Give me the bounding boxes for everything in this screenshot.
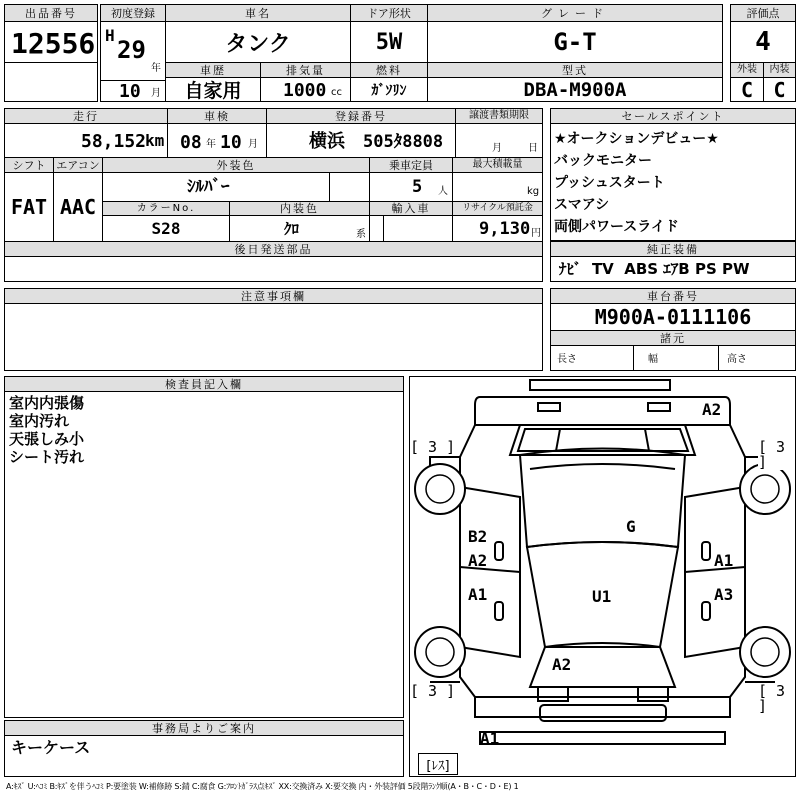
color-no: S28 bbox=[151, 219, 181, 238]
history-label: 車歴 bbox=[165, 62, 261, 78]
transfer-month-unit: 月 bbox=[492, 143, 502, 154]
rear-bumper bbox=[475, 397, 730, 425]
mileage: 58,152 bbox=[81, 131, 147, 152]
max-load-cell bbox=[452, 172, 543, 202]
inspection-year-unit: 年 bbox=[206, 139, 216, 150]
inspection-month-unit: 月 bbox=[248, 139, 258, 150]
fuel-cell bbox=[350, 77, 428, 102]
inspection-year: 08 bbox=[180, 132, 202, 153]
exterior-grade: C bbox=[740, 77, 754, 102]
equipment-list: ﾅﾋﾞ TV ABS ｴｱB PS PW bbox=[559, 260, 750, 278]
reg-year: 29 bbox=[117, 36, 146, 64]
transfer-deadline-cell bbox=[455, 123, 543, 158]
lot-number-cell bbox=[4, 21, 98, 63]
damage-diagram bbox=[409, 376, 796, 777]
capacity-cell bbox=[369, 172, 453, 202]
tire-rear-left-grade: [ 3 ] bbox=[410, 438, 456, 456]
car-name-cell bbox=[165, 21, 351, 63]
model-code: DBA-M900A bbox=[523, 78, 627, 101]
model-code-label: 型式 bbox=[427, 62, 723, 78]
spare-tire-box bbox=[418, 753, 458, 775]
tire-front-right-grade: [ 3 ] bbox=[758, 684, 795, 714]
mark-hood: G bbox=[626, 517, 636, 536]
import-label: 輸入車 bbox=[369, 201, 453, 216]
exterior-grade-label: 外装 bbox=[730, 62, 764, 78]
plate-label: 登録番号 bbox=[266, 108, 456, 124]
notes-cell bbox=[4, 303, 543, 371]
tire-rear-left bbox=[415, 464, 465, 514]
tire-front-right bbox=[740, 627, 790, 677]
reg-month-unit: 月 bbox=[151, 88, 161, 99]
capacity-label: 乗車定員 bbox=[369, 157, 453, 173]
width-label: 幅 bbox=[648, 354, 658, 365]
interior-grade-label: 内装 bbox=[763, 62, 796, 78]
recycle-fee: 9,130 bbox=[479, 219, 531, 239]
color-no-cell bbox=[102, 215, 230, 242]
transfer-deadline-label: 譲渡書類期限 bbox=[455, 108, 543, 124]
first-reg-label: 初度登録 bbox=[100, 4, 166, 22]
car-name: タンク bbox=[225, 31, 291, 57]
color-no-label: カラーNo. bbox=[102, 201, 230, 216]
lot-blank-cell bbox=[4, 62, 98, 102]
exterior-grade-cell bbox=[730, 77, 764, 102]
mark-right-front: A3 bbox=[714, 585, 734, 604]
office-note: キーケース bbox=[11, 738, 91, 757]
capacity-unit: 人 bbox=[438, 186, 448, 197]
import-cell-a bbox=[369, 215, 384, 242]
shift-cell bbox=[4, 172, 54, 242]
interior-color-label: 内装色 bbox=[229, 201, 370, 216]
shift-label: シフト bbox=[4, 157, 54, 173]
history: 自家用 bbox=[184, 80, 242, 102]
sales-point-1: ★オークションデビュー★ bbox=[554, 131, 719, 147]
interior-grade-cell bbox=[763, 77, 796, 102]
notes-label: 注意事項欄 bbox=[4, 288, 543, 304]
height-cell bbox=[718, 345, 796, 371]
displacement-cell bbox=[260, 77, 351, 102]
length-label: 長さ bbox=[557, 354, 577, 365]
inspector-note-1: 室内内張傷 bbox=[9, 394, 85, 412]
cc-unit: cc bbox=[331, 87, 342, 98]
front-bottom-bar bbox=[480, 732, 725, 744]
recycle-cell bbox=[452, 215, 543, 242]
tire-rear-right-grade: [ 3 ] bbox=[758, 440, 795, 470]
inspection-label: 車検 bbox=[167, 108, 267, 124]
car-name-label: 車名 bbox=[165, 4, 351, 22]
interior-color-unit: 系 bbox=[356, 229, 366, 240]
grade-cell bbox=[427, 21, 723, 63]
chassis-number: M900A-0111106 bbox=[594, 305, 752, 329]
door-type: 5W bbox=[375, 29, 403, 55]
mileage-unit: km bbox=[145, 131, 165, 150]
score-label: 評価点 bbox=[730, 4, 796, 22]
aircon: AAC bbox=[59, 195, 97, 219]
door-label: ドア形状 bbox=[350, 4, 428, 22]
equipment-label: 純正装備 bbox=[550, 241, 796, 257]
mileage-cell bbox=[4, 123, 168, 158]
lot-number: 12556 bbox=[11, 27, 96, 60]
fuel: ｶﾞｿﾘﾝ bbox=[371, 82, 407, 99]
interior-color-cell bbox=[229, 215, 370, 242]
displacement-label: 排気量 bbox=[260, 62, 351, 78]
interior-grade: C bbox=[773, 77, 786, 102]
mark-left-back2: A2 bbox=[468, 551, 488, 570]
chassis-cell bbox=[550, 303, 796, 331]
inspection-cell bbox=[167, 123, 267, 158]
tire-front-left-grade: [ 3 ] bbox=[410, 682, 456, 700]
inspector-note-3: 天張しみ小 bbox=[9, 430, 85, 448]
door-cell bbox=[350, 21, 428, 63]
mark-right-back: A1 bbox=[714, 551, 734, 570]
car-outline-diagram bbox=[410, 377, 795, 776]
score-cell bbox=[730, 21, 796, 63]
reg-month-cell bbox=[100, 80, 166, 102]
exterior-color: ｼﾙﾊﾞｰ bbox=[187, 177, 230, 197]
exterior-color-extra-cell bbox=[329, 172, 370, 202]
sales-points-label: セールスポイント bbox=[550, 108, 796, 124]
era: H bbox=[105, 26, 115, 45]
lot-number-label: 出品番号 bbox=[4, 4, 98, 22]
legend: A:ｷｽﾞ U:ﾍｺﾐ B:ｷｽﾞを伴うﾍｺﾐ P:要塗装 W:補修跡 S:錆 C:腐食 G:ﾌﾛﾝﾄｶﾞﾗｽ点ｷｽﾞ XX:交換済み X:要交換 内・外装評価 5段階ﾗﾝｸ順(A・B・C・D・E) 1 bbox=[6, 782, 519, 791]
capacity: 5 bbox=[412, 177, 423, 197]
later-parts-label: 後日発送部品 bbox=[4, 241, 543, 257]
body-outline bbox=[460, 425, 745, 697]
sales-point-4: スマアシ bbox=[554, 197, 610, 213]
inspector-notes-cell bbox=[4, 391, 404, 718]
grade: G-T bbox=[553, 28, 597, 56]
interior-color: ｸﾛ bbox=[284, 220, 300, 238]
mark-rear-roof: A2 bbox=[702, 400, 722, 419]
height-label: 高さ bbox=[727, 354, 747, 365]
mark-windshield: A2 bbox=[552, 655, 572, 674]
inspector-note-4: シート汚れ bbox=[9, 448, 85, 466]
displacement: 1000 bbox=[283, 80, 327, 101]
exterior-color-cell bbox=[102, 172, 330, 202]
sales-point-5: 両側パワースライド bbox=[554, 219, 679, 235]
plate-cell bbox=[266, 123, 456, 158]
score: 4 bbox=[755, 27, 771, 57]
shift: FAT bbox=[10, 195, 48, 219]
sales-points-cell bbox=[550, 123, 796, 241]
mileage-label: 走行 bbox=[4, 108, 168, 124]
chassis-label: 車台番号 bbox=[550, 288, 796, 304]
inspector-note-2: 室内汚れ bbox=[9, 412, 70, 430]
front-bumper bbox=[475, 697, 730, 717]
aircon-label: エアコン bbox=[53, 157, 103, 173]
transfer-day-unit: 日 bbox=[528, 143, 538, 154]
office-label: 事務局よりご案内 bbox=[4, 720, 404, 736]
fuel-label: 燃料 bbox=[350, 62, 428, 78]
inspection-month: 10 bbox=[220, 132, 242, 153]
mark-roof: U1 bbox=[592, 587, 612, 606]
office-cell bbox=[4, 735, 404, 777]
later-parts-cell bbox=[4, 256, 543, 282]
mark-left-back: B2 bbox=[468, 527, 488, 546]
plate-region: 横浜 bbox=[309, 131, 345, 152]
plate-number: 505ﾀ8808 bbox=[363, 132, 444, 152]
recycle-label: リサイクル預託金 bbox=[452, 201, 543, 216]
reg-year-unit: 年 bbox=[151, 63, 161, 74]
max-load-label: 最大積載量 bbox=[452, 157, 543, 173]
sales-point-2: バックモニター bbox=[554, 153, 652, 169]
length-cell bbox=[550, 345, 634, 371]
reg-month: 10 bbox=[119, 81, 141, 102]
width-cell bbox=[633, 345, 719, 371]
sales-point-3: プッシュスタート bbox=[554, 175, 665, 191]
model-code-cell bbox=[427, 77, 723, 102]
rear-top-bar bbox=[530, 380, 670, 390]
history-cell bbox=[165, 77, 261, 102]
import-cell-b bbox=[383, 215, 453, 242]
spare-tire-label: [ﾚｽ] bbox=[426, 758, 450, 774]
first-reg-cell bbox=[100, 21, 166, 81]
grade-label: グレード bbox=[427, 4, 723, 22]
aircon-cell bbox=[53, 172, 103, 242]
equipment-cell bbox=[550, 256, 796, 282]
tire-front-left bbox=[415, 627, 465, 677]
exterior-color-label: 外装色 bbox=[102, 157, 370, 173]
tire-rear-right bbox=[740, 464, 790, 514]
recycle-unit: 円 bbox=[531, 228, 541, 239]
dimensions-label: 諸元 bbox=[550, 330, 796, 346]
inspector-label: 検査員記入欄 bbox=[4, 376, 404, 392]
mark-front-bumper: A1 bbox=[480, 729, 500, 748]
mark-left-front: A1 bbox=[468, 585, 488, 604]
max-load-unit: kg bbox=[527, 186, 540, 197]
